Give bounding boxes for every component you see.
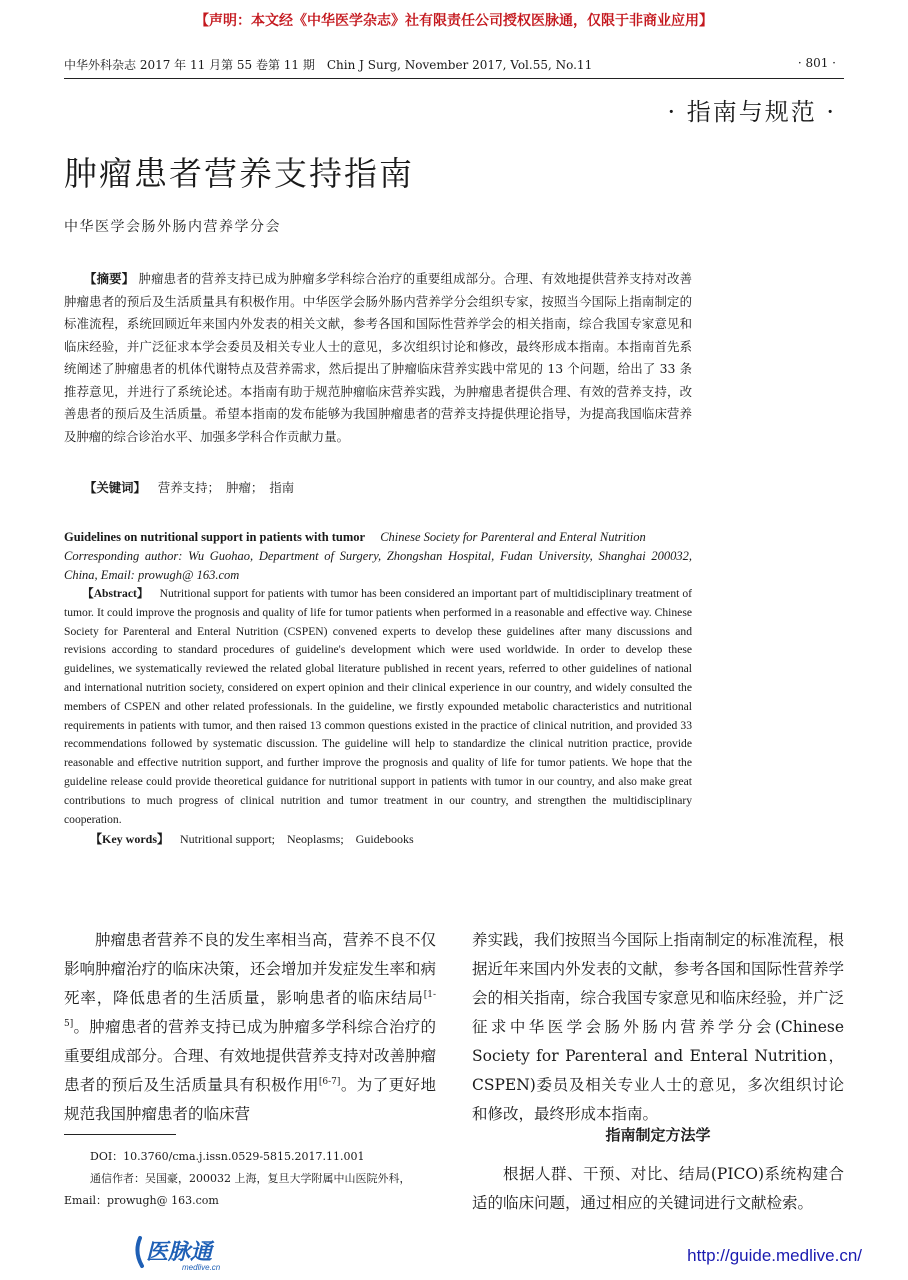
footnote-email: Email：prowugh@ 163.com: [64, 1194, 219, 1207]
english-author: Chinese Society for Parenteral and Enteral Nutrition: [380, 530, 646, 544]
citation: [6-7]: [318, 1076, 341, 1087]
english-abstract-text: Nutritional support for patients with tumor has been considered an important part of multidisciplinary treatment of tumor. It could improve the prognosis and quality of life for tumor patients when performed in a reasonable and effective way. Chinese Society for Parenteral and Enteral Nutrition (CSPEN) convened experts to develop these guidelines after many discussions and revisions according to standard procedures of guideline's development which were used worldwide. In order to develop these guidelines, we systematically reviewed the related global literature published in recent years, referred to other guidelines of national and international nutrition society, considered on expert opinion and their clinical experience in our country, and widely consulted the members of CSPEN and other related professionals. In the guideline, we firstly expounded metabolic characteristics and nutritional requirements in patients with tumor, and then raised 13 common questions existed in the practice of clinical nutrition, and provided 33 recommendations followed by systematic discussion. The guideline will help to standardize the clinical nutrition practice, provide reasonable and effective nutrition support, and further improve the prognosis and quality of life for tumor patients. We hope that the guideline release could provide theoretical guidance for nutritional support in patients with tumor in our country, and also make great contributions to much progress of clinical nutrition and tumor treatment in our country, and strengthen the multidisciplinary cooperation.: [64, 587, 692, 826]
english-title: Guidelines on nutritional support in patients with tumor: [64, 530, 366, 544]
keywords-cn: [84, 478, 294, 496]
body-text: 肿瘤患者营养不良的发生率相当高，营养不良不仅影响肿瘤治疗的临床决策，还会增加并发症发生率和病死率，降低患者的生活质量，影响患者的临床结局: [64, 931, 437, 1007]
page-number: · 801 ·: [797, 56, 836, 70]
english-abstract-block: [64, 528, 692, 849]
english-keywords: [64, 829, 692, 849]
body-right-column: 养实践，我们按照当今国际上指南制定的标准流程，根据近年来国内外发表的文献，参考各国和国际性营养学会的相关指南，综合我国专家意见和临床经验，并广泛征求中华医学会肠外肠内营养学分会(Chinese Society for Parenteral and Enteral Nutrition，CSPEN)委员及相关专业人士的意见，多次组织讨论和修改，最终形成本指南。: [472, 931, 845, 1123]
running-head: 中华外科杂志 2017 年 11 月第 55 卷第 11 期 Chin J Surg, November 2017, Vol.55, No.11: [64, 58, 593, 72]
abstract-cn-label: 【摘要】: [84, 271, 135, 286]
copyright-banner: 【声明：本文经《中华医学杂志》社有限责任公司授权医脉通，仅限于非商业应用】: [195, 13, 713, 29]
footnote-rule: [64, 1134, 176, 1135]
english-title-line: [64, 528, 692, 547]
section-label: · 指南与规范 ·: [667, 98, 836, 126]
logo-text: 医脉通: [146, 1240, 213, 1265]
keywords-cn-label: 【关键词】: [84, 480, 146, 495]
citation: [1-5]: [64, 989, 436, 1029]
body-left-column: [64, 926, 436, 1129]
header-rule: [64, 78, 844, 79]
article-title: 肿瘤患者营养支持指南: [64, 154, 414, 193]
abstract-cn-text: 肿瘤患者的营养支持已成为肿瘤多学科综合治疗的重要组成部分。合理、有效地提供营养支持对改善肿瘤患者的预后及生活质量具有积极作用。中华医学会肠外肠内营养学分会组织专家，按照当今国际上指南制定的标准流程，系统回顾近年来国内外发表的相关文献，参考各国和国际性营养学会的相关指南，综合我国专家意见和临床经验，并广泛征求本学会委员及相关专业人士的意见，多次组织讨论和修改，最终形成本指南。本指南首先系统阐述了肿瘤患者的机体代谢特点及营养需求，然后提出了肿瘤临床营养实践中常见的 13 个问题，给出了 33 条推荐意见，并进行了系统论述。本指南有助于规范肿瘤临床营养实践，为肿瘤患者提供合理、有效的营养支持，改善患者的预后及生活质量。希望本指南的发布能够为我国肿瘤患者的营养支持提供理论指导，为提高我国临床营养及肿瘤的综合诊治水平、加强多学科合作贡献力量。: [64, 271, 692, 444]
section-heading: 指南制定方法学: [605, 1126, 711, 1144]
english-keywords-label: 【Key words】: [90, 832, 169, 847]
medlive-logo-graphic: [132, 1232, 242, 1272]
body-text: 。肿瘤患者的营养支持已成为肿瘤多学科综合治疗的重要组成部分。合理、有效地提供营养支持对改善肿瘤患者的预后及生活质量具有积极作用: [64, 1018, 437, 1094]
doi: DOI：10.3760/cma.j.issn.0529-5815.2017.11.001: [90, 1150, 365, 1163]
author-cn: 中华医学会肠外肠内营养学分会: [64, 219, 281, 235]
abstract-cn: [64, 268, 692, 448]
english-abstract-label: 【Abstract】: [82, 587, 149, 600]
english-abstract: [64, 585, 692, 829]
english-keywords-text: Nutritional support; Neoplasms; Guidebooks: [180, 832, 414, 847]
body-text: 。为了更好地规范我国肿瘤患者的临床营: [64, 1076, 436, 1123]
medlive-url-link[interactable]: http://guide.medlive.cn/: [687, 1246, 862, 1265]
medlive-logo: [132, 1232, 242, 1272]
corresponding-author-cn: 通信作者：吴国豪，200032 上海，复旦大学附属中山医院外科，: [90, 1172, 411, 1185]
footnote: [64, 1146, 444, 1212]
logo-sub: medlive.cn: [182, 1263, 221, 1272]
keywords-cn-text: 营养支持； 肿瘤； 指南: [157, 480, 295, 495]
body-right-paragraph: 根据人群、干预、对比、结局(PICO)系统构建合适的临床问题，通过相应的关键词进行文献检索。: [472, 1165, 844, 1212]
corresponding-author: Corresponding author: Wu Guohao, Department of Surgery, Zhongshan Hospital, Fudan University, Shanghai 200032, China, Email: prowugh@ 163.com: [64, 549, 692, 582]
